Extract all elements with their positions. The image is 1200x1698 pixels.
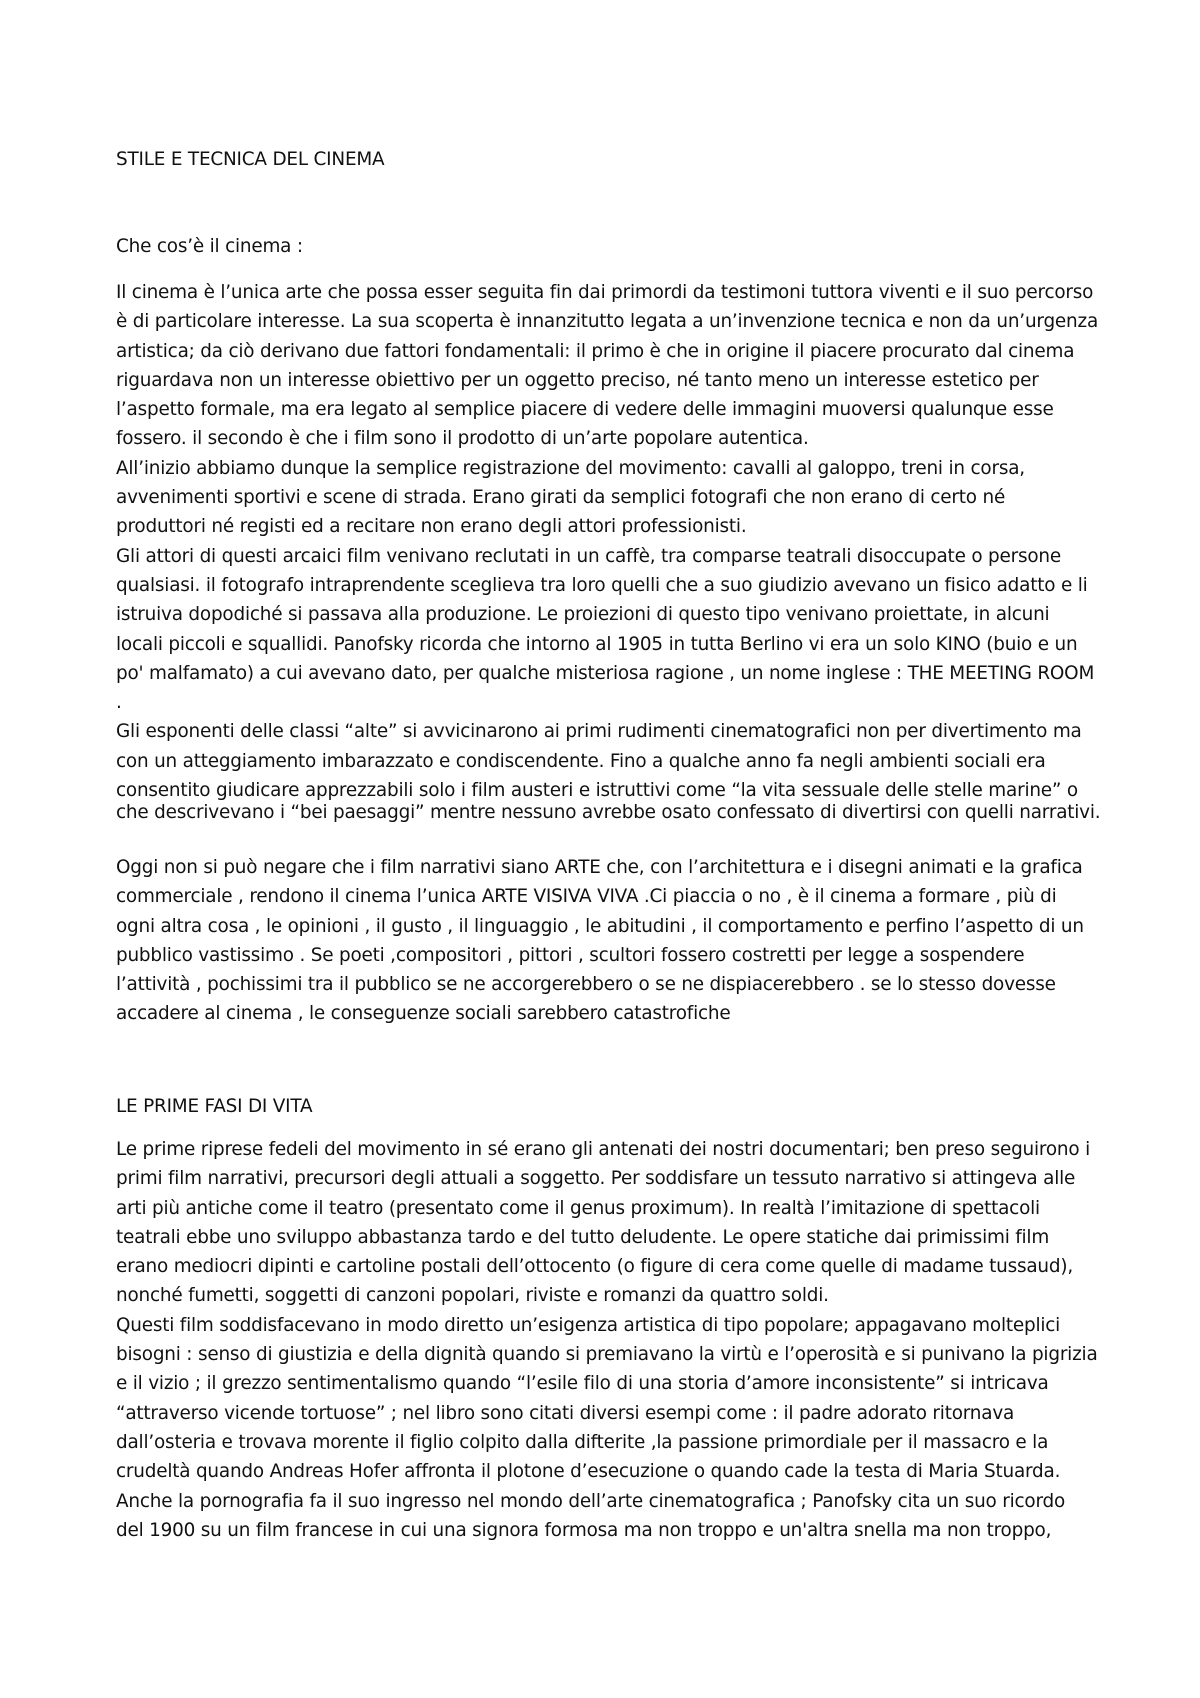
paragraph-line: Il cinema è l’unica arte che possa esser seguita fin dai primordi da testimoni tuttora viventi e il suo percorso	[116, 282, 1094, 303]
paragraph-line: Le prime riprese fedeli del movimento in sé erano gli antenati dei nostri documentari; ben preso seguirono i	[116, 1139, 1090, 1160]
paragraph-line: artistica; da ciò derivano due fattori fondamentali: il primo è che in origine il piacere procurato dal cinema	[116, 340, 1075, 362]
paragraph-line: del 1900 su un film francese in cui una signora formosa ma non troppo e un'altra snella ma non troppo,	[116, 1519, 1052, 1541]
paragraph-line: Gli attori di questi arcaici film venivano reclutati in un caffè, tra comparse teatrali disoccupate o persone	[116, 545, 1061, 567]
paragraph-line: l’attività , pochissimi tra il pubblico se ne accorgerebbero o se ne dispiacerebbero . se lo stesso dovesse	[116, 974, 1056, 996]
paragraph-line: “attraverso vicende tortuose” ; nel libro sono citati diversi esempi come : il padre adorato ritornava	[116, 1402, 1015, 1424]
paragraph-line: produttori né registi ed a recitare non erano degli attori professionisti.	[116, 516, 747, 538]
paragraph-line: commerciale , rendono il cinema l’unica ARTE VISIVA VIVA .Ci piaccia o no , è il cinema a formare , più di	[116, 886, 1057, 908]
paragraph-line: istruiva dopodiché si passava alla produzione. Le proiezioni di questo tipo venivano proiettate, in alcuni	[116, 604, 1050, 626]
paragraph-line: con un atteggiamento imbarazzato e condiscendente. Fino a qualche anno fa negli ambienti sociali era	[116, 750, 1046, 772]
paragraph-line: consentito giudicare apprezzabili solo i film austeri e istruttivi come “la vita sessuale delle stelle marine” o	[116, 780, 1078, 802]
paragraph-line: bisogni : senso di giustizia e della dignità quando si premiavano la virtù e l’operosità e si punivano la pigrizia	[116, 1344, 1098, 1366]
paragraph-line: pubblico vastissimo . Se poeti ,compositori , pittori , scultori fossero costretti per legge a sospendere	[116, 944, 1025, 966]
document-title	[116, 145, 1101, 175]
paragraph-line: Questi film soddisfacevano in modo diretto un’esigenza artistica di tipo popolare; appagavano molteplici	[116, 1314, 1061, 1336]
question-text: Che cos’è il cinema :	[116, 236, 303, 257]
paragraph-line: accadere al cinema , le conseguenze sociali sarebbero catastrofiche	[116, 1003, 731, 1025]
paragraph-line: Oggi non si può negare che i film narrativi siano ARTE che, con l’architettura e i disegni animati e la grafica	[116, 857, 1083, 878]
paragraph-line: e il vizio ; il grezzo sentimentalismo quando “l’esile filo di una storia d’amore inconsistente” si intricava	[116, 1373, 1049, 1395]
paragraph-line: teatrali ebbe uno sviluppo abbastanza tardo e del tutto deludente. Le opere statiche dai primissimi film	[116, 1226, 1050, 1248]
paragraph-line: primi film narrativi, precursori degli attuali a soggetto. Per soddisfare un tessuto narrativo si attingeva alle	[116, 1168, 1076, 1190]
paragraph-line: .	[116, 692, 122, 714]
paragraph-line: Gli esponenti delle classi “alte” si avvicinarono ai primi rudimenti cinematografici non per divertimento ma	[116, 721, 1082, 743]
paragraph-line: fossero. il secondo è che i film sono il prodotto di un’arte popolare autentica.	[116, 428, 809, 450]
paragraph-line: ogni altra cosa , le opinioni , il gusto , il linguaggio , le abitudini , il comportamento e perfino l’aspetto di un	[116, 915, 1084, 937]
paragraph-line: che descrivevano i “bei paesaggi” mentre nessuno avrebbe osato confessato di divertirsi con quelli narrativi.	[116, 802, 1101, 823]
paragraph-line: riguardava non un interesse obiettivo per un oggetto preciso, né tanto meno un interesse estetico per	[116, 369, 1039, 391]
paragraph-intro	[116, 278, 1101, 805]
paragraph-line: dall’osteria e trovava morente il figlio colpito dalla difterite ,la passione primordiale per il massacro e la	[116, 1431, 1049, 1453]
paragraph-line: locali piccoli e squallidi. Panofsky ricorda che intorno al 1905 in tutta Berlino vi era un solo KINO (buio e un	[116, 633, 1078, 655]
paragraph-line: All’inizio abbiamo dunque la semplice registrazione del movimento: cavalli al galoppo, treni in corsa,	[116, 457, 1025, 479]
paragraph-line: nonché fumetti, soggetti di canzoni popolari, riviste e romanzi da quattro soldi.	[116, 1285, 829, 1307]
paragraph-early-phases	[116, 1135, 1101, 1545]
section-title-text: LE PRIME FASI DI VITA	[116, 1096, 313, 1117]
paragraph-art	[116, 853, 1101, 1029]
paragraph-landscapes	[116, 798, 1101, 827]
paragraph-line: qualsiasi. il fotografo intraprendente sceglieva tra loro quelli che a suo giudizio avevano un fisico adatto e li	[116, 574, 1088, 596]
paragraph-line: crudeltà quando Andreas Hofer affronta il plotone d’esecuzione o quando cade la testa di Maria Stuarda.	[116, 1461, 1061, 1483]
title-text: STILE E TECNICA DEL CINEMA	[116, 149, 385, 170]
paragraph-line: Anche la pornografia fa il suo ingresso nel mondo dell’arte cinematografica ; Panofsky cita un suo ricordo	[116, 1490, 1066, 1512]
section-question	[116, 232, 1101, 262]
paragraph-line: erano mediocri dipinti e cartoline postali dell’ottocento (o figure di cera come quelle di madame tussaud),	[116, 1256, 1073, 1278]
paragraph-line: l’aspetto formale, ma era legato al semplice piacere di vedere delle immagini muoversi qualunque esse	[116, 399, 1054, 421]
paragraph-line: arti più antiche come il teatro (presentato come il genus proximum). In realtà l’imitazione di spettacoli	[116, 1197, 1040, 1219]
paragraph-line: avvenimenti sportivi e scene di strada. Erano girati da semplici fotografi che non erano di certo né	[116, 487, 1006, 509]
section-title	[116, 1092, 1101, 1122]
paragraph-line: po' malfamato) a cui avevano dato, per qualche misteriosa ragione , un nome inglese : THE MEETING ROOM	[116, 662, 1095, 684]
paragraph-line: è di particolare interesse. La sua scoperta è innanzitutto legata a un’invenzione tecnica e non da un’urgenza	[116, 311, 1099, 333]
